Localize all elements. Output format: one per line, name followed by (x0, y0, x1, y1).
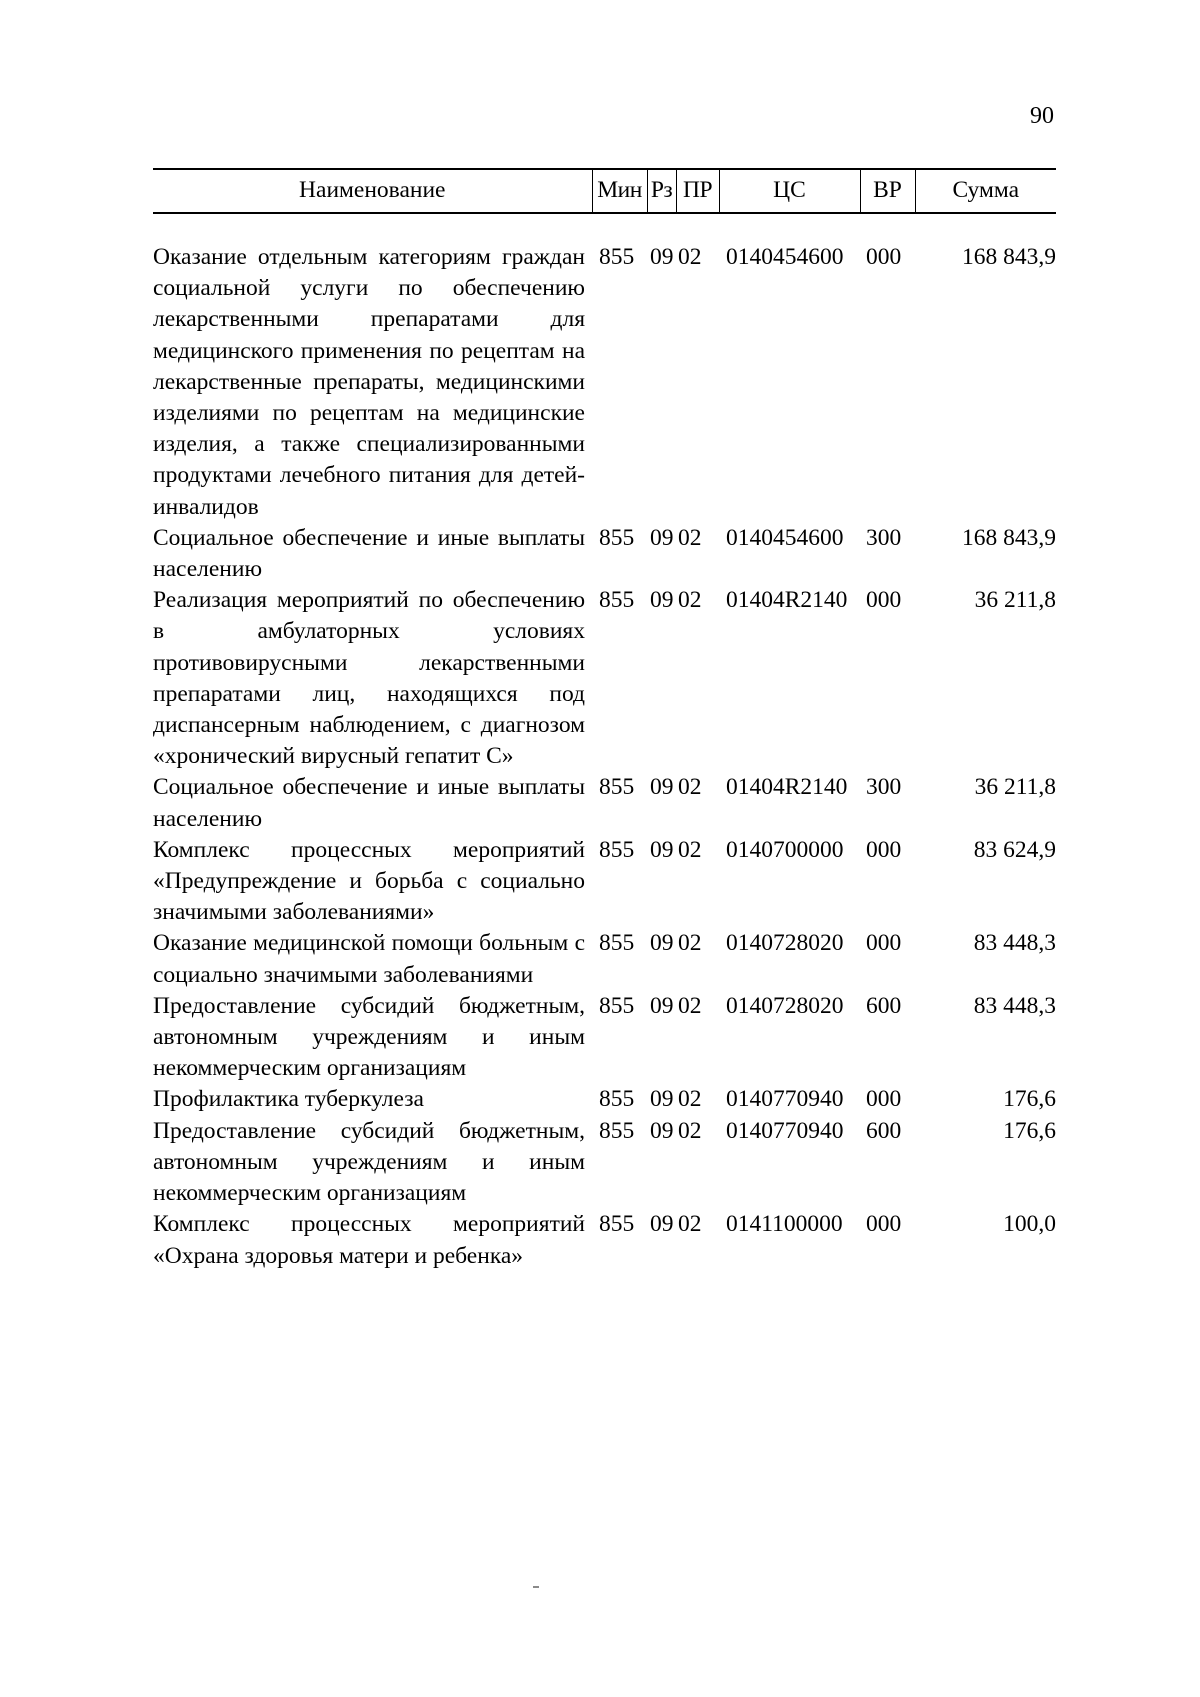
row-sum: 176,6 (1003, 1086, 1056, 1113)
row-rz: 09 (650, 992, 674, 1019)
header-rz: Рз (647, 169, 676, 213)
row-min: 855 (599, 587, 635, 614)
row-name: Предоставление субсидий бюджетным, автономным учреждениям и иным некоммерческим организациям (153, 992, 585, 1082)
table-row (153, 523, 1056, 585)
row-vr: 000 (866, 836, 902, 863)
page-number: 90 (1030, 103, 1054, 129)
header-min: Мин (592, 169, 647, 213)
row-pr: 02 (678, 1211, 702, 1238)
table-row (153, 991, 1056, 1085)
row-pr: 02 (678, 1086, 702, 1113)
row-vr: 000 (866, 1086, 902, 1113)
header-spacer (153, 213, 1056, 242)
row-pr: 02 (678, 992, 702, 1019)
row-pr: 02 (678, 1117, 702, 1144)
table-row (153, 1084, 1056, 1115)
row-name: Комплекс процессных мероприятий «Охрана здоровья матери и ребенка» (153, 1211, 585, 1269)
row-cs: 0140700000 (726, 836, 844, 863)
row-rz: 09 (650, 774, 674, 801)
row-cs: 0140728020 (726, 992, 844, 1019)
row-name: Социальное обеспечение и иные выплаты населению (153, 774, 585, 832)
table-body (153, 213, 1056, 1272)
header-cs: ЦС (719, 169, 860, 213)
row-sum: 83 448,3 (973, 992, 1056, 1019)
row-cs: 0140770940 (726, 1117, 844, 1144)
row-name: Профилактика туберкулеза (153, 1086, 424, 1113)
header-row (153, 169, 1056, 213)
header-vr: ВР (860, 169, 915, 213)
table-row (153, 772, 1056, 834)
header-sum: Сумма (915, 169, 1056, 213)
budget-table (153, 168, 1056, 1272)
row-name: Оказание медицинской помощи больным с социально значимыми заболеваниями (153, 930, 585, 988)
row-min: 855 (599, 1117, 635, 1144)
row-pr: 02 (678, 244, 702, 270)
row-min: 855 (599, 1211, 635, 1238)
scan-mark (533, 1586, 539, 1588)
row-min: 855 (599, 836, 635, 863)
table-row (153, 242, 1056, 523)
row-pr: 02 (678, 587, 702, 614)
header-name: Наименование (153, 169, 592, 213)
row-min: 855 (599, 1086, 635, 1113)
row-name: Оказание отдельным категориям граждан социальной услуги по обеспечению лекарственными препаратами для медицинского применения по рецептам на лекарственные препараты, медицинскими изделиями по рецептам на медицинские изделия, а также специализированными продуктами лечебного питания для детей-инвалидов (153, 244, 585, 520)
table-row (153, 1116, 1056, 1210)
row-rz: 09 (650, 1086, 674, 1113)
row-name: Предоставление субсидий бюджетным, автономным учреждениям и иным некоммерческим организациям (153, 1117, 585, 1207)
row-rz: 09 (650, 930, 674, 957)
row-min: 855 (599, 774, 635, 801)
row-pr: 02 (678, 930, 702, 957)
row-sum: 168 843,9 (962, 244, 1056, 270)
row-cs: 0141100000 (726, 1211, 843, 1238)
row-cs: 0140770940 (726, 1086, 844, 1113)
row-pr: 02 (678, 774, 702, 801)
row-name: Комплекс процессных мероприятий «Предупреждение и борьба с социально значимыми заболеваниями» (153, 836, 585, 926)
row-sum: 100,0 (1003, 1211, 1056, 1238)
row-sum: 36 211,8 (974, 774, 1056, 801)
row-rz: 09 (650, 1211, 674, 1238)
spacer-cell (153, 213, 1056, 242)
row-sum: 83 448,3 (973, 930, 1056, 957)
row-min: 855 (599, 930, 635, 957)
row-vr: 000 (866, 244, 902, 270)
row-rz: 09 (650, 836, 674, 863)
row-pr: 02 (678, 524, 702, 551)
row-cs: 0140454600 (726, 524, 844, 551)
table-row (153, 585, 1056, 772)
row-sum: 176,6 (1003, 1117, 1056, 1144)
row-sum: 168 843,9 (962, 524, 1056, 551)
row-sum: 83 624,9 (973, 836, 1056, 863)
table-header (153, 169, 1056, 213)
row-cs: 0140728020 (726, 930, 844, 957)
row-rz: 09 (650, 1117, 674, 1144)
table-row (153, 1209, 1056, 1271)
row-vr: 300 (866, 524, 902, 551)
row-min: 855 (599, 244, 635, 270)
row-rz: 09 (650, 587, 674, 614)
row-min: 855 (599, 524, 635, 551)
table-row (153, 835, 1056, 929)
row-name: Социальное обеспечение и иные выплаты населению (153, 524, 585, 583)
row-vr: 000 (866, 587, 902, 614)
row-vr: 600 (866, 992, 902, 1019)
row-rz: 09 (650, 524, 674, 551)
row-sum: 36 211,8 (974, 587, 1056, 614)
table-row (153, 928, 1056, 990)
row-name: Реализация мероприятий по обеспечению в амбулаторных условиях противовирусными лекарственными препаратами лиц, находящихся под диспансерным наблюдением, с диагнозом «хронический вирусный гепатит С» (153, 587, 585, 770)
row-cs: 0140454600 (726, 244, 844, 270)
row-pr: 02 (678, 836, 702, 863)
row-rz: 09 (650, 244, 674, 270)
row-vr: 600 (866, 1117, 902, 1144)
row-min: 855 (599, 992, 635, 1019)
row-vr: 300 (866, 774, 902, 801)
row-vr: 000 (866, 930, 902, 957)
row-cs: 01404R2140 (726, 774, 848, 801)
row-cs: 01404R2140 (726, 587, 848, 614)
header-pr: ПР (676, 169, 719, 213)
row-vr: 000 (866, 1211, 902, 1238)
